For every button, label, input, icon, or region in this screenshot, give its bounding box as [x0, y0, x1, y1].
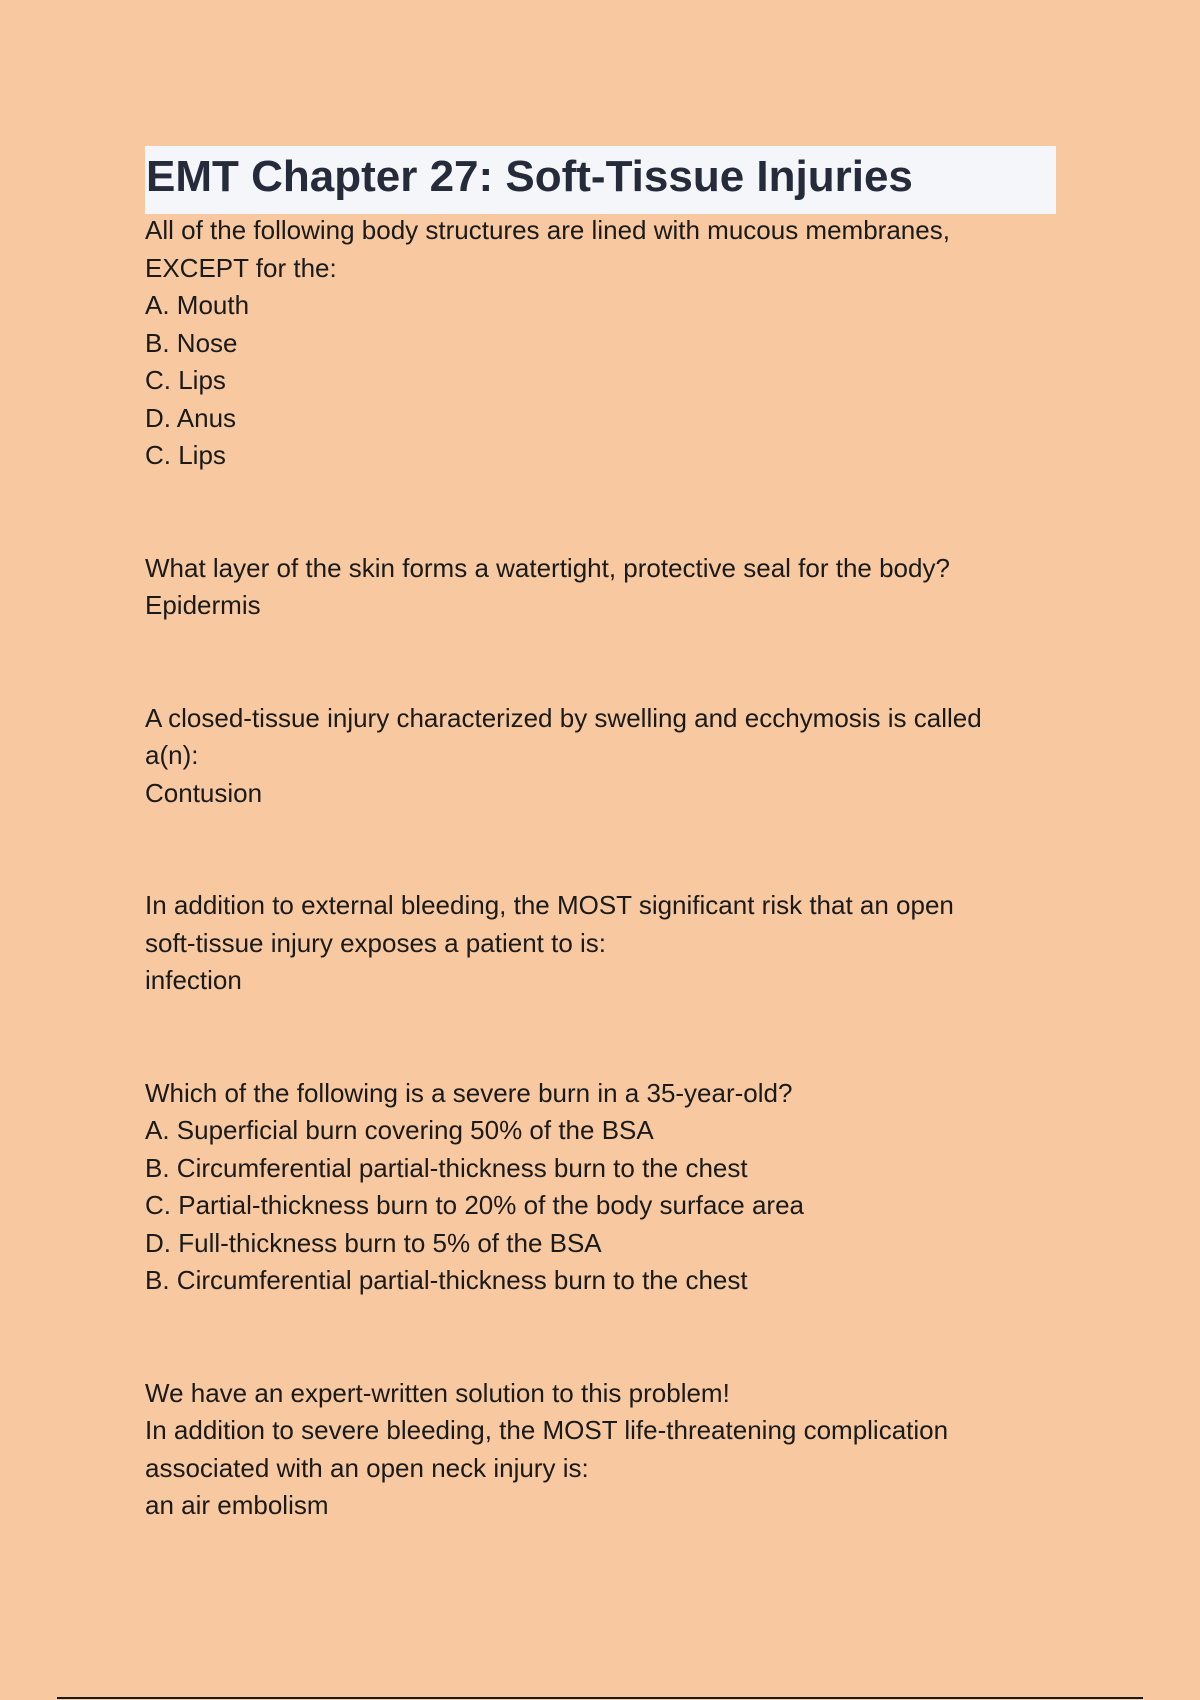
question-line: In addition to severe bleeding, the MOST life-threatening complication — [145, 1415, 949, 1445]
question-line: EXCEPT for the: — [145, 252, 337, 283]
qa-item-3 — [145, 700, 1075, 813]
answer-text: Epidermis — [145, 590, 261, 620]
answer-option: A. Superficial burn covering 50% of the BSA — [145, 1115, 654, 1145]
bottom-divider — [57, 1697, 1143, 1699]
question-line: All of the following body structures are lined with mucous membranes, — [145, 215, 950, 245]
answer-text: infection — [145, 965, 242, 995]
question-line: A closed-tissue injury characterized by swelling and ecchymosis is called — [145, 702, 982, 733]
question-line: Which of the following is a severe burn in a 35-year-old? — [145, 1077, 793, 1108]
qa-list — [145, 212, 1075, 1525]
qa-item-2 — [145, 550, 1075, 625]
question-line: a(n): — [145, 740, 199, 770]
answer-text: B. Circumferential partial-thickness burn to the chest — [145, 1265, 748, 1295]
qa-item-6 — [145, 1375, 1075, 1525]
answer-option: A. Mouth — [145, 290, 250, 320]
question-line: What layer of the skin forms a watertight, protective seal for the body? — [145, 552, 950, 583]
question-line: associated with an open neck injury is: — [145, 1452, 589, 1483]
answer-option: C. Lips — [145, 365, 226, 395]
page-title: EMT Chapter 27: Soft-Tissue Injuries — [146, 152, 913, 201]
answer-text: C. Lips — [145, 440, 226, 470]
answer-option: B. Nose — [145, 327, 238, 358]
answer-option: D. Anus — [145, 402, 237, 433]
answer-option: B. Circumferential partial-thickness burn to the chest — [145, 1152, 748, 1183]
qa-item-1 — [145, 212, 1075, 475]
qa-item-4 — [145, 887, 1075, 1000]
answer-text: Contusion — [145, 777, 263, 808]
answer-option: C. Partial-thickness burn to 20% of the body surface area — [145, 1190, 805, 1220]
title-banner — [145, 146, 1056, 214]
answer-text: an air embolism — [145, 1490, 329, 1520]
question-line: We have an expert-written solution to this problem! — [145, 1377, 730, 1408]
qa-item-5 — [145, 1075, 1075, 1300]
question-line: soft-tissue injury exposes a patient to is: — [145, 927, 607, 958]
answer-option: D. Full-thickness burn to 5% of the BSA — [145, 1227, 602, 1258]
question-line: In addition to external bleeding, the MOST significant risk that an open — [145, 890, 954, 920]
